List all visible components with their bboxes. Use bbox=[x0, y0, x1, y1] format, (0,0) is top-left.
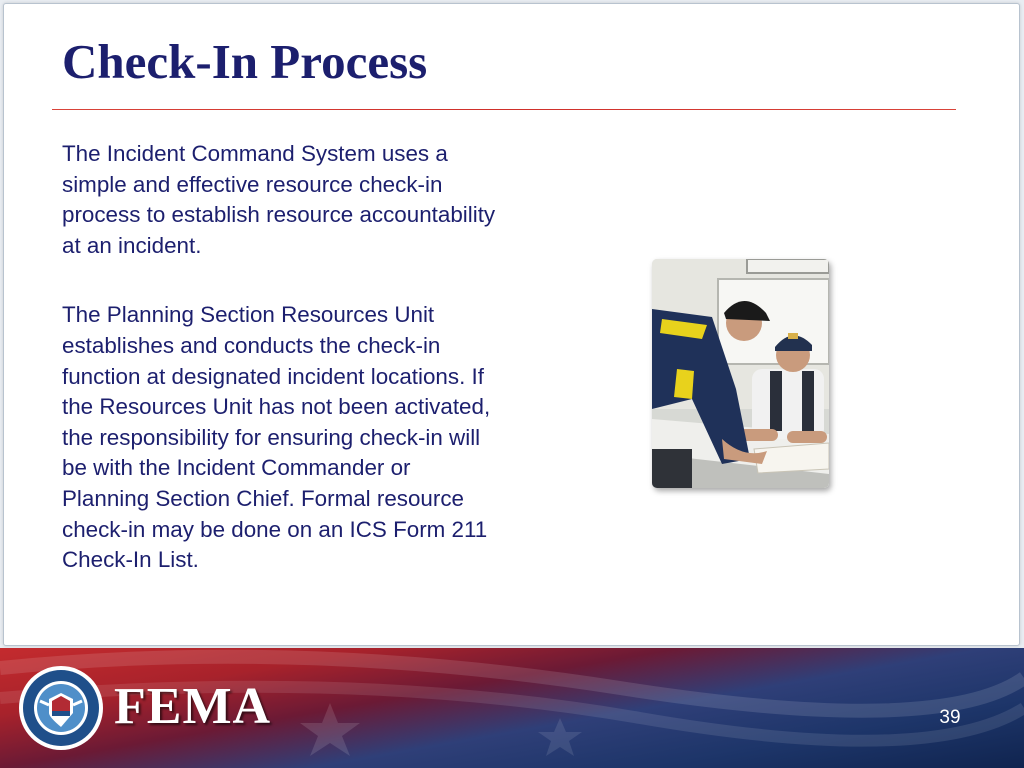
fema-logo: FEMA bbox=[114, 678, 272, 735]
slide-title: Check-In Process bbox=[62, 34, 428, 89]
check-in-photo bbox=[652, 259, 829, 488]
page-number: 39 bbox=[939, 707, 961, 728]
paragraph-2: The Planning Section Resources Unit establishes and conducts the check-in function at designated incident locations. If the Resources Unit has not been activated, the responsibility for ensuring check-in will be with the Incident Commander or Planning Section Chief. Formal resource check-in may be done on an ICS Form 211 Check-In List. bbox=[62, 302, 491, 573]
slide-body bbox=[62, 139, 502, 615]
photo-two-responders-at-table-icon bbox=[652, 259, 829, 488]
paragraph-1: The Incident Command System uses a simple and effective resource check-in process to establish resource accountability at an incident. bbox=[62, 141, 496, 258]
dhs-seal-icon bbox=[18, 665, 104, 751]
title-divider bbox=[52, 109, 956, 110]
